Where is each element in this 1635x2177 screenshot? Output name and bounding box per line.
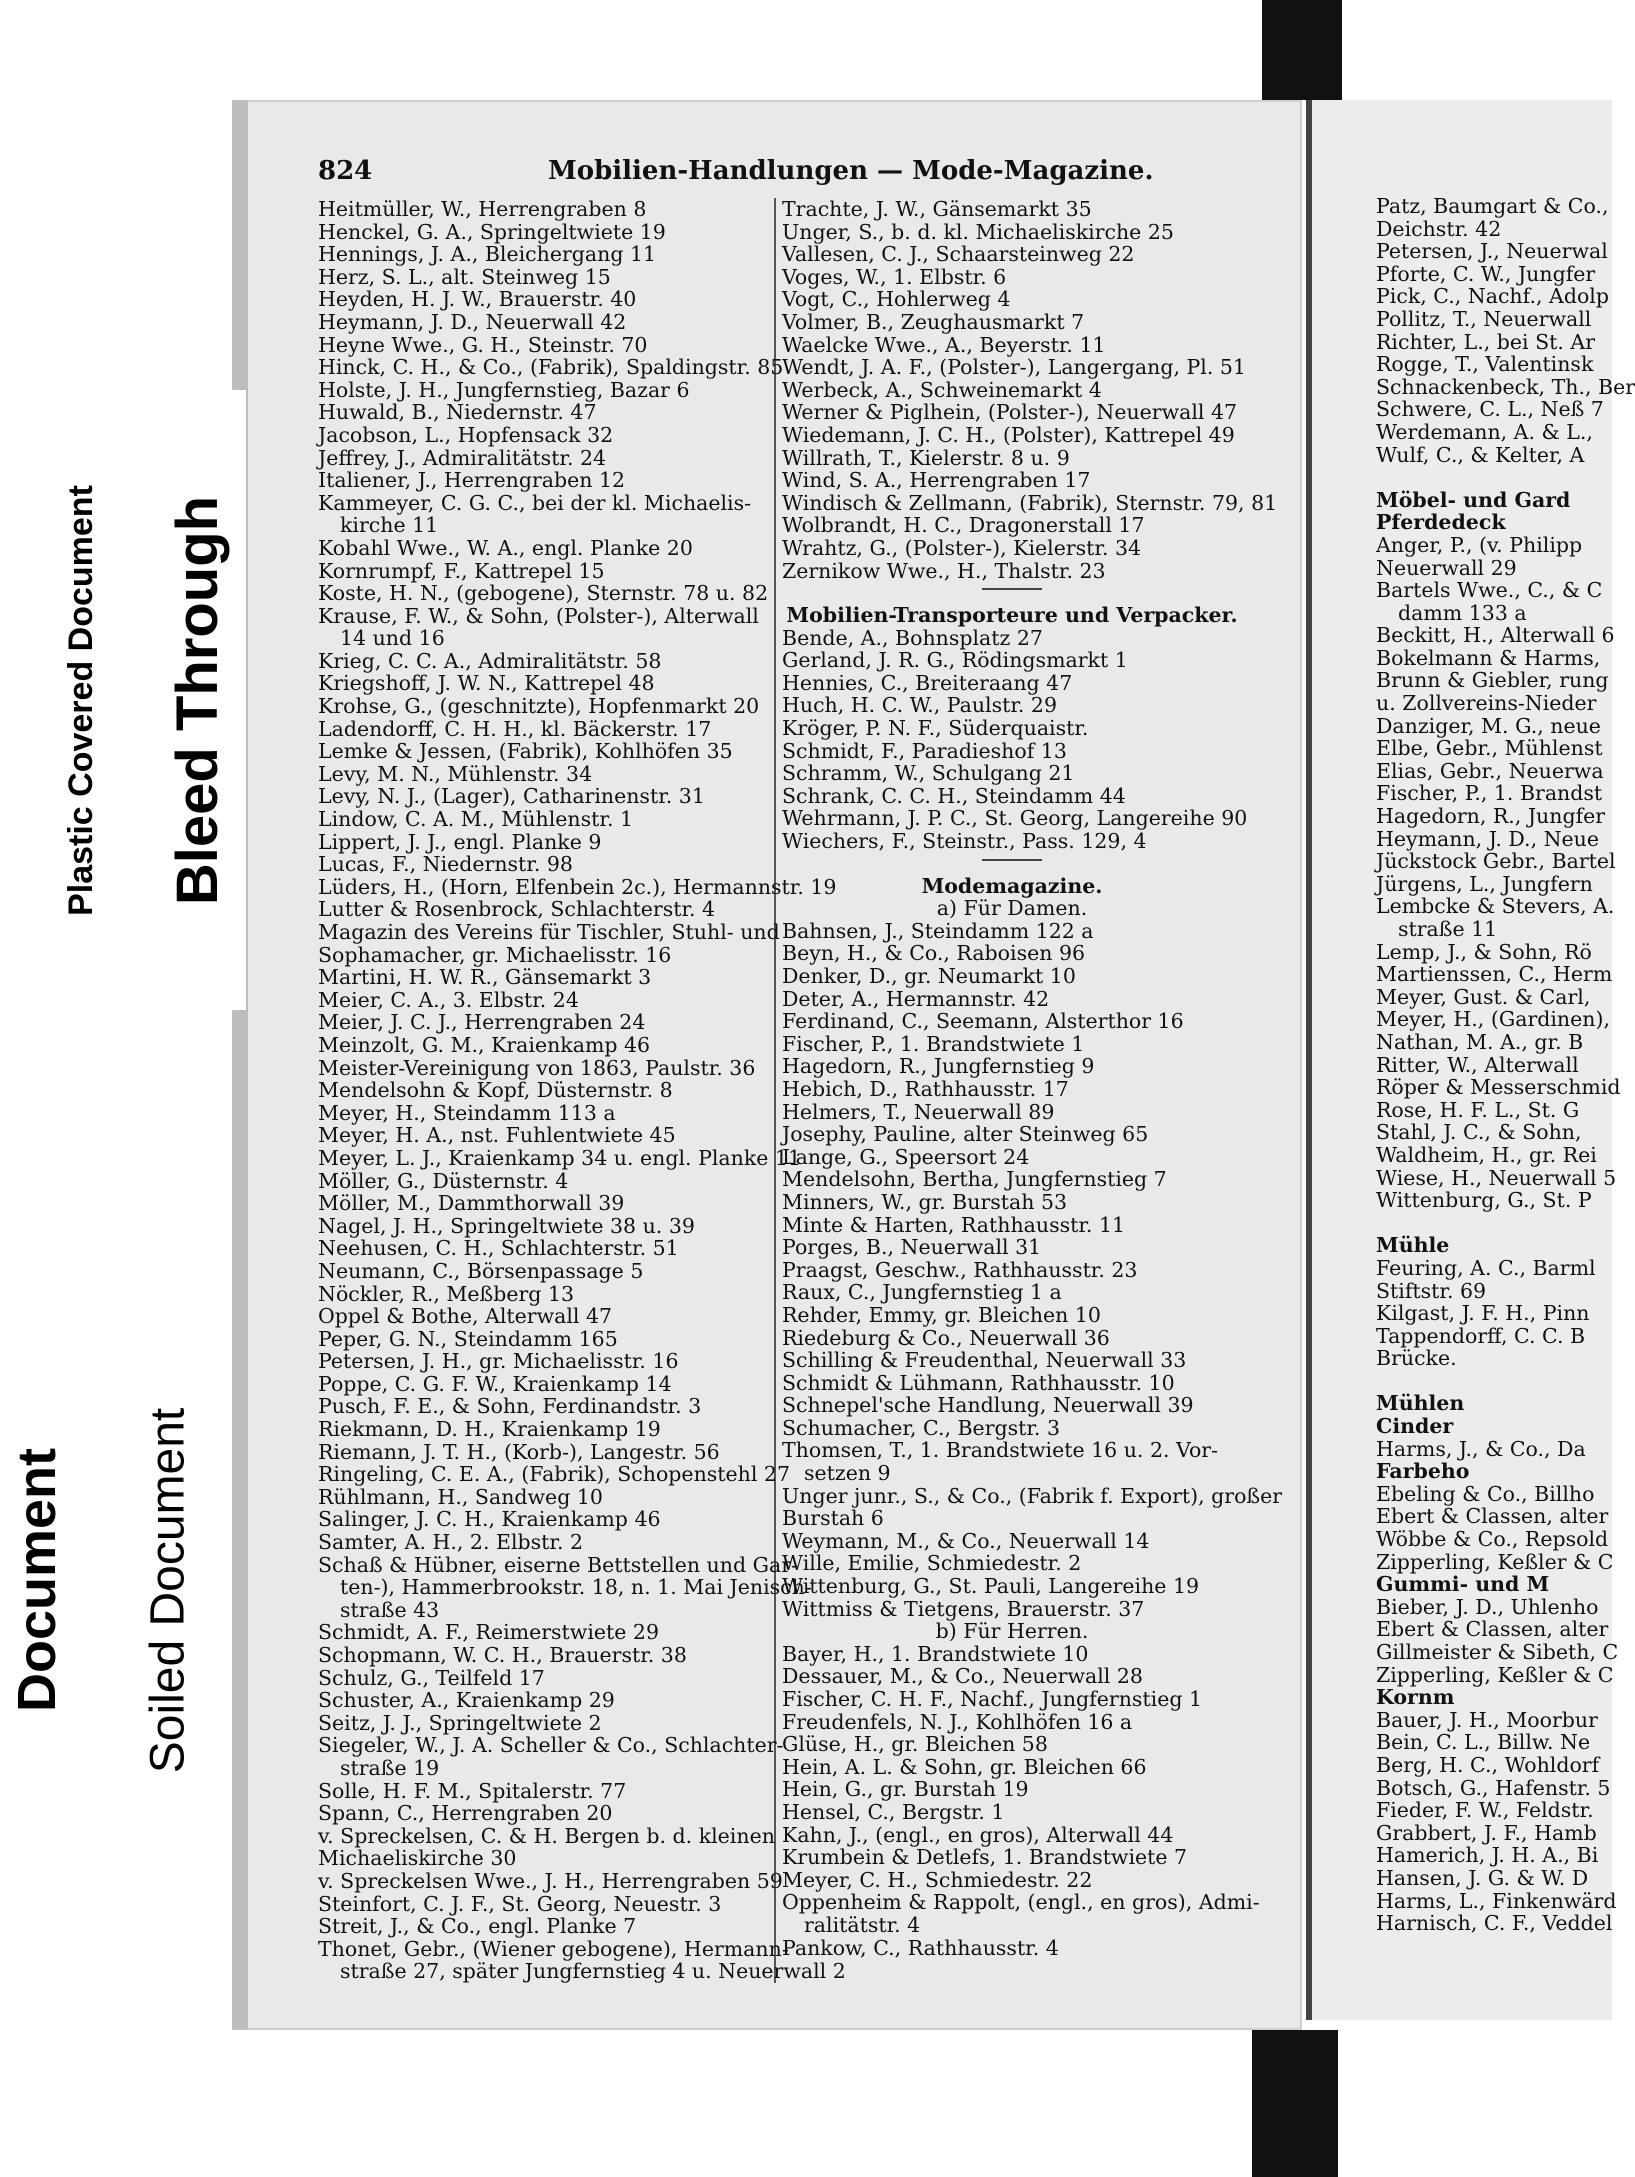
- partial-entry: Stahl, J. C., & Sohn,: [1376, 1120, 1582, 1145]
- directory-entry: Meyer, H., Steindamm 113 a: [318, 1100, 616, 1125]
- partial-entry: Patz, Baumgart & Co.,: [1376, 194, 1609, 218]
- furniture-dealers-continued: [782, 197, 1278, 583]
- partial-entry: Tappendorff, C. C. B: [1376, 1323, 1586, 1348]
- directory-entry: Waelcke Wwe., A., Beyerstr. 11: [782, 332, 1106, 357]
- partial-entry: [1376, 1370, 1600, 1393]
- directory-entry: Thomsen, T., 1. Brandstwiete 16 u. 2. Vor-: [782, 1438, 1219, 1463]
- directory-entry: Huch, H. C. W., Paulstr. 29: [782, 693, 1058, 718]
- partial-entry: Harnisch, C. F., Veddel: [1376, 1911, 1613, 1936]
- directory-entry: Vallesen, C. J., Schaarsteinweg 22: [782, 242, 1135, 267]
- damen-list: [782, 918, 1283, 1621]
- partial-entry: Pick, C., Nachf., Adolp: [1376, 284, 1609, 309]
- partial-entry: Rose, H. F. L., St. G: [1376, 1097, 1580, 1122]
- directory-entry: Michaeliskirche 30: [318, 1846, 517, 1871]
- directory-entry: Josephy, Pauline, alter Steinweg 65: [782, 1122, 1149, 1147]
- partial-entry: Röper & Messerschmid: [1376, 1075, 1621, 1100]
- partial-entry: Harms, L., Finkenwärd: [1376, 1888, 1617, 1913]
- directory-entry: Jeffrey, J., Admiralitätstr. 24: [318, 445, 607, 470]
- directory-entry: Bahnsen, J., Steindamm 122 a: [782, 918, 1094, 943]
- directory-entry: Hensel, C., Bergstr. 1: [782, 1799, 1005, 1824]
- partial-entry: Feuring, A. C., Barml: [1376, 1255, 1596, 1280]
- directory-entry: Schramm, W., Schulgang 21: [782, 761, 1075, 786]
- directory-entry: Schaß & Hübner, eiserne Bettstellen und Gar-: [318, 1552, 798, 1577]
- directory-entry: Lippert, J. J., engl. Planke 9: [318, 829, 602, 854]
- directory-entry: v. Spreckelsen Wwe., J. H., Herrengraben 59: [318, 1868, 783, 1893]
- directory-entry: Hennies, C., Breiteraang 47: [782, 670, 1073, 695]
- directory-entry: Krause, F. W., & Sohn, (Polster-), Alterwall: [318, 603, 759, 628]
- partial-entry: Kilgast, J. F. H., Pinn: [1376, 1301, 1590, 1326]
- directory-entry: Levy, N. J., (Lager), Catharinenstr. 31: [318, 784, 705, 809]
- directory-entry: Kröger, P. N. F., Süderquaistr.: [782, 716, 1089, 741]
- directory-entry: Petersen, J. H., gr. Michaelisstr. 16: [318, 1349, 679, 1374]
- directory-entry: Voges, W., 1. Elbstr. 6: [782, 264, 1007, 289]
- partial-entry: Lembcke & Stevers, A.: [1376, 894, 1615, 919]
- directory-entry: Pusch, F. E., & Sohn, Ferdinandstr. 3: [318, 1394, 702, 1419]
- partial-entry: Bokelmann & Harms,: [1376, 645, 1601, 670]
- directory-entry: kirche 11: [340, 513, 439, 538]
- directory-entry: Vogt, C., Hohlerweg 4: [782, 287, 1011, 312]
- directory-entry: Krumbein & Detlefs, 1. Brandstwiete 7: [782, 1845, 1188, 1870]
- directory-entry: Hein, G., gr. Burstah 19: [782, 1777, 1029, 1802]
- directory-entry: Heitmüller, W., Herrengraben 8: [318, 197, 647, 221]
- partial-entry: Cinder: [1376, 1414, 1454, 1439]
- directory-entry: Freudenfels, N. J., Kohlhöfen 16 a: [782, 1709, 1133, 1734]
- directory-entry: Meister-Vereinigung von 1863, Paulstr. 36: [318, 1055, 756, 1080]
- directory-entry: Krieg, C. C. A., Admiralitätstr. 58: [318, 648, 662, 673]
- directory-entry: Werner & Piglhein, (Polster-), Neuerwall 47: [782, 400, 1238, 425]
- directory-entry: Levy, M. N., Mühlenstr. 34: [318, 761, 593, 786]
- page-header: [318, 152, 1243, 190]
- partial-right-page-column: [1376, 194, 1635, 1936]
- partial-entry: Brunn & Giebler, rung: [1376, 668, 1609, 693]
- partial-entry: Wiese, H., Neuerwall 5: [1376, 1165, 1617, 1190]
- directory-entry: Schumacher, C., Bergstr. 3: [782, 1415, 1060, 1440]
- directory-entry: Wolbrandt, H. C., Dragonerstall 17: [782, 513, 1145, 538]
- directory-entry: Lange, G., Speersort 24: [782, 1144, 1030, 1169]
- directory-entry: Meinzolt, G. M., Kraienkamp 46: [318, 1032, 651, 1057]
- directory-entry: Pankow, C., Rathhausstr. 4: [782, 1935, 1059, 1960]
- partial-entry: Ebert & Classen, alter: [1376, 1617, 1609, 1642]
- directory-entry: Herz, S. L., alt. Steinweg 15: [318, 264, 611, 289]
- directory-entry: Huwald, B., Niedernstr. 47: [318, 400, 597, 425]
- directory-entry: Thonet, Gebr., (Wiener gebogene), Hermann-: [318, 1936, 789, 1961]
- directory-entry: Lemke & Jessen, (Fabrik), Kohlhöfen 35: [318, 739, 733, 764]
- directory-entry: Schmidt, F., Paradieshof 13: [782, 738, 1067, 763]
- directory-entry: Schrank, C. C. H., Steindamm 44: [782, 783, 1126, 808]
- partial-entry: Ritter, W., Alterwall: [1376, 1052, 1579, 1077]
- directory-entry: Riekmann, D. H., Kraienkamp 19: [318, 1417, 661, 1442]
- directory-entry: Wiechers, F., Steinstr., Pass. 129, 4: [782, 829, 1147, 854]
- directory-entry: Wittenburg, G., St. Pauli, Langereihe 19: [782, 1574, 1200, 1599]
- directory-entry: Streit, J., & Co., engl. Planke 7: [318, 1914, 637, 1939]
- directory-entry: Neehusen, C. H., Schlachterstr. 51: [318, 1236, 679, 1261]
- partial-entry: Fieder, F. W., Feldstr.: [1376, 1798, 1594, 1823]
- directory-entry: Heyne Wwe., G. H., Steinstr. 70: [318, 332, 648, 357]
- directory-entry: Jacobson, L., Hopfensack 32: [318, 422, 614, 447]
- partial-entry: Bartels Wwe., C., & C: [1376, 578, 1603, 603]
- directory-entry: Wrahtz, G., (Polster-), Kielerstr. 34: [782, 535, 1142, 560]
- partial-entry: Stiftstr. 69: [1376, 1278, 1487, 1303]
- directory-entry: Schulz, G., Teilfeld 17: [318, 1665, 545, 1690]
- partial-entry: Gillmeister & Sibeth, C: [1376, 1640, 1619, 1664]
- directory-entry: Oppenheim & Rappolt, (engl., en gros), Admi-: [782, 1890, 1260, 1915]
- directory-entry: Nöckler, R., Meßberg 13: [318, 1281, 575, 1306]
- partial-entry: Pferdedeck: [1376, 510, 1506, 535]
- partial-entry: u. Zollvereins-Nieder: [1376, 691, 1597, 716]
- directory-entry: Fischer, P., 1. Brandstwiete 1: [782, 1031, 1085, 1056]
- partial-entry: Mühle: [1376, 1233, 1450, 1258]
- directory-entry: Wind, S. A., Herrengraben 17: [782, 468, 1091, 493]
- directory-entry: Hennings, J. A., Bleichergang 11: [318, 242, 657, 267]
- directory-entry: Neumann, C., Börsenpassage 5: [318, 1258, 644, 1283]
- directory-entry: Italiener, J., Herrengraben 12: [318, 468, 626, 493]
- directory-entry: setzen 9: [804, 1461, 891, 1486]
- partial-entry: Berg, H. C., Wohldorf: [1376, 1752, 1600, 1777]
- directory-entry: Ringeling, C. E. A., (Fabrik), Schopenstehl 27: [318, 1462, 791, 1487]
- directory-entry: straße 27, später Jungfernstieg 4 u. Neuerwall 2: [340, 1959, 846, 1984]
- directory-entry: Deter, A., Hermannstr. 42: [782, 986, 1050, 1011]
- directory-entry: Glüse, H., gr. Bleichen 58: [782, 1732, 1048, 1757]
- partial-entry: Waldheim, H., gr. Rei: [1376, 1142, 1597, 1167]
- directory-entry: Sophamacher, gr. Michaelisstr. 16: [318, 942, 672, 967]
- label-bleed-through: Bleed Through: [150, 390, 246, 1010]
- directory-entry: Siegeler, W., J. A. Scheller & Co., Schlachter-: [318, 1733, 784, 1758]
- directory-entry: Meyer, L. J., Kraienkamp 34 u. engl. Planke 11: [318, 1145, 802, 1170]
- directory-entry: Minners, W., gr. Burstah 53: [782, 1189, 1068, 1214]
- directory-entry: Volmer, B., Zeughausmarkt 7: [782, 309, 1085, 334]
- directory-entry: Fischer, C. H. F., Nachf., Jungfernstieg 1: [782, 1687, 1203, 1711]
- partial-entry: Ebeling & Co., Billho: [1376, 1481, 1595, 1506]
- directory-entry: Zernikow Wwe., H., Thalstr. 23: [782, 558, 1106, 583]
- directory-entry: Salinger, J. C. H., Kraienkamp 46: [318, 1507, 661, 1532]
- directory-entry: Heyden, H. J. W., Brauerstr. 40: [318, 287, 637, 312]
- herren-list: [782, 1641, 1260, 1960]
- directory-entry: Dessauer, M., & Co., Neuerwall 28: [782, 1664, 1143, 1689]
- partial-entry: damm 133 a: [1398, 600, 1527, 625]
- directory-entry: Schnepel'sche Handlung, Neuerwall 39: [782, 1393, 1194, 1418]
- label-document: Document: [0, 1380, 74, 1780]
- directory-entry: straße 19: [340, 1755, 440, 1780]
- directory-entry: Nagel, J. H., Springeltwiete 38 u. 39: [318, 1213, 695, 1238]
- directory-entry: Schmidt, A. F., Reimerstwiete 29: [318, 1620, 659, 1645]
- directory-entry: ten-), Hammerbrookstr. 18, n. 1. Mai Jenisch-: [340, 1575, 812, 1600]
- directory-entry: Solle, H. F. M., Spitalerstr. 77: [318, 1778, 627, 1803]
- directory-entry: Schuster, A., Kraienkamp 29: [318, 1688, 615, 1713]
- directory-entry: Weymann, M., & Co., Neuerwall 14: [782, 1528, 1150, 1553]
- directory-entry: Kriegshoff, J. W. N., Kattrepel 48: [318, 671, 655, 696]
- partial-entry: Schnackenbeck, Th., Ber: [1376, 374, 1635, 399]
- partial-entry: Kornm: [1376, 1685, 1455, 1710]
- partial-entry: Bieber, J. D., Uhlenho: [1376, 1594, 1599, 1619]
- section-rule: [982, 859, 1042, 871]
- partial-entry: Hansen, J. G. & W. D: [1376, 1865, 1589, 1890]
- partial-entry: Wöbbe & Co., Repsold: [1376, 1527, 1609, 1552]
- subsection-damen: a) Für Damen.: [936, 896, 1088, 921]
- directory-entry: Wittmiss & Tietgens, Brauerstr. 37: [782, 1596, 1145, 1621]
- directory-entry: Burstah 6: [782, 1506, 884, 1531]
- partial-entry: Wittenburg, G., St. P: [1376, 1188, 1592, 1213]
- directory-entry: Heymann, J. D., Neuerwall 42: [318, 309, 627, 334]
- directory-entry: v. Spreckelsen, C. & H. Bergen b. d. kleinen: [318, 1823, 775, 1848]
- directory-entry: Hebich, D., Rathhausstr. 17: [782, 1076, 1069, 1101]
- directory-entry: Denker, D., gr. Neumarkt 10: [782, 964, 1076, 988]
- directory-entry: Trachte, J. W., Gänsemarkt 35: [782, 197, 1092, 221]
- directory-entry: Porges, B., Neuerwall 31: [782, 1235, 1042, 1260]
- directory-entry: Gerland, J. R. G., Rödingsmarkt 1: [782, 648, 1128, 673]
- directory-entry: Praagst, Geschw., Rathhausstr. 23: [782, 1257, 1138, 1282]
- partial-entry: Bein, C. L., Billw. Ne: [1376, 1730, 1591, 1755]
- partial-entry: Lemp, J., & Sohn, Rö: [1376, 939, 1592, 964]
- directory-entry: Henckel, G. A., Springeltwiete 19: [318, 219, 666, 244]
- right-column: [782, 197, 1283, 1960]
- bottom-binding-strip: [1252, 2030, 1338, 2177]
- directory-entry: Unger junr., S., & Co., (Fabrik f. Export), großer: [782, 1483, 1283, 1508]
- partial-entry: [1376, 1212, 1600, 1235]
- partial-entry: straße 11: [1398, 917, 1498, 941]
- directory-entry: Möller, G., Düsternstr. 4: [318, 1168, 569, 1193]
- partial-entry: Gummi- und M: [1376, 1572, 1550, 1597]
- partial-entry: Meyer, Gust. & Carl,: [1376, 984, 1591, 1009]
- directory-entry: Minte & Harten, Rathhausstr. 11: [782, 1212, 1126, 1237]
- partial-entry: Meyer, H., (Gardinen),: [1376, 1007, 1610, 1032]
- transport-list: [782, 625, 1248, 854]
- partial-entry: Danziger, M. G., neue: [1376, 713, 1601, 738]
- partial-entry: Bauer, J. H., Moorbur: [1376, 1707, 1598, 1732]
- label-soiled: Soiled Document: [128, 1290, 208, 1890]
- directory-entry: Möller, M., Dammthorwall 39: [318, 1191, 625, 1216]
- directory-entry: Kornrumpf, F., Kattrepel 15: [318, 558, 605, 583]
- directory-entry: Kobahl Wwe., W. A., engl. Planke 20: [318, 535, 693, 560]
- directory-entry: Ferdinand, C., Seemann, Alsterthor 16: [782, 1009, 1184, 1034]
- partial-entry: [1376, 466, 1600, 489]
- partial-entry: Mühlen: [1376, 1391, 1465, 1416]
- left-margin: [0, 0, 60, 2177]
- partial-entry: Elbe, Gebr., Mühlenst: [1376, 736, 1603, 761]
- directory-entry: Hinck, C. H., & Co., (Fabrik), Spaldingstr. 85: [318, 355, 784, 380]
- partial-entry: Zipperling, Keßler & C: [1376, 1662, 1614, 1687]
- partial-entry: Jückstock Gebr., Bartel: [1376, 849, 1616, 874]
- directory-entry: Ladendorff, C. H. H., kl. Bäckerstr. 17: [318, 716, 712, 741]
- directory-entry: Holste, J. H., Jungfernstieg, Bazar 6: [318, 377, 690, 402]
- partial-entry: Möbel- und Gard: [1376, 487, 1571, 512]
- partial-entry: Deichstr. 42: [1376, 216, 1502, 241]
- directory-entry: Lindow, C. A. M., Mühlenstr. 1: [318, 807, 634, 832]
- directory-entry: Wiedemann, J. C. H., (Polster), Kattrepel 49: [782, 422, 1235, 447]
- directory-entry: Meyer, H. A., nst. Fuhlentwiete 45: [318, 1123, 676, 1148]
- directory-entry: Beyn, H., & Co., Raboisen 96: [782, 941, 1086, 966]
- directory-entry: Schilling & Freudenthal, Neuerwall 33: [782, 1348, 1187, 1373]
- partial-entry: Hagedorn, R., Jungfer: [1376, 804, 1606, 829]
- partial-entry: Martienssen, C., Herm: [1376, 962, 1613, 987]
- directory-entry: Samter, A. H., 2. Elbstr. 2: [318, 1530, 584, 1555]
- directory-entry: Willrath, T., Kielerstr. 8 u. 9: [782, 445, 1070, 470]
- directory-entry: Rehder, Emmy, gr. Bleichen 10: [782, 1302, 1101, 1327]
- directory-entry: Riedeburg & Co., Neuerwall 36: [782, 1325, 1110, 1350]
- section-rule: [982, 588, 1042, 600]
- partial-entry: Rogge, T., Valentinsk: [1376, 352, 1594, 377]
- partial-entry: Richter, L., bei St. Ar: [1376, 329, 1596, 354]
- partial-entry: Harms, J., & Co., Da: [1376, 1436, 1586, 1461]
- partial-entry: Jürgens, L., Jungfern: [1376, 871, 1593, 896]
- directory-entry: Peper, G. N., Steindamm 165: [318, 1326, 618, 1351]
- directory-entry: Kahn, J., (engl., en gros), Alterwall 44: [782, 1822, 1174, 1847]
- directory-entry: Meier, C. A., 3. Elbstr. 24: [318, 987, 579, 1012]
- directory-entry: Riemann, J. T. H., (Korb-), Langestr. 56: [318, 1439, 720, 1464]
- directory-entry: Magazin des Vereins für Tischler, Stuhl- und: [318, 920, 780, 944]
- partial-entry: Brücke.: [1376, 1346, 1457, 1371]
- directory-entry: Schopmann, W. C. H., Brauerstr. 38: [318, 1643, 687, 1667]
- directory-entry: ralitätstr. 4: [804, 1912, 921, 1937]
- partial-entry: Heymann, J. D., Neue: [1376, 826, 1600, 851]
- section-transport: Mobilien-Transporteure und Verpacker.: [786, 603, 1238, 628]
- directory-entry: Helmers, T., Neuerwall 89: [782, 1099, 1055, 1124]
- section-mode: Modemagazine.: [921, 873, 1103, 898]
- directory-entry: Spann, C., Herrengraben 20: [318, 1801, 613, 1826]
- partial-entry: Zipperling, Keßler & C: [1376, 1549, 1614, 1574]
- label-plastic: Plastic Covered Document: [50, 390, 112, 1010]
- partial-entry: Neuerwall 29: [1376, 555, 1517, 580]
- partial-entry: Elias, Gebr., Neuerwa: [1376, 758, 1604, 783]
- directory-entry: Hagedorn, R., Jungfernstieg 9: [782, 1054, 1095, 1079]
- directory-entry: Lüders, H., (Horn, Elfenbein 2c.), Hermannstr. 19: [318, 874, 837, 899]
- directory-entry: Seitz, J. J., Springeltwiete 2: [318, 1710, 602, 1735]
- partial-entry: Hamerich, J. H. A., Bi: [1376, 1843, 1599, 1868]
- partial-entry: Nathan, M. A., gr. B: [1376, 1029, 1584, 1054]
- directory-entry: Raux, C., Jungfernstieg 1 a: [782, 1280, 1062, 1305]
- directory-entry: Steinfort, C. J. F., St. Georg, Neuestr. 3: [318, 1891, 722, 1916]
- directory-entry: Hein, A. L. & Sohn, gr. Bleichen 66: [782, 1754, 1147, 1779]
- directory-entry: Bende, A., Bohnsplatz 27: [782, 625, 1043, 650]
- directory-entry: Wendt, J. A. F., (Polster-), Langergang, Pl. 51: [782, 355, 1246, 380]
- directory-entry: Meyer, C. H., Schmiedestr. 22: [782, 1867, 1093, 1892]
- top-binding-strip: [1262, 0, 1342, 100]
- directory-entry: Lucas, F., Niedernstr. 98: [318, 852, 573, 877]
- directory-entry: Mendelsohn, Bertha, Jungfernstieg 7: [782, 1167, 1167, 1192]
- directory-entry: Bayer, H., 1. Brandstwiete 10: [782, 1641, 1089, 1666]
- directory-entry: Meier, J. C. J., Herrengraben 24: [318, 1010, 646, 1035]
- partial-entry: Werdemann, A. & L.,: [1376, 419, 1593, 444]
- directory-entry: Mendelsohn & Kopf, Düsternstr. 8: [318, 1078, 673, 1103]
- directory-entry: Kammeyer, C. G. C., bei der kl. Michaelis-: [318, 490, 752, 515]
- directory-entry: Poppe, C. G. F. W., Kraienkamp 14: [318, 1371, 672, 1396]
- page-number: 824: [318, 156, 373, 186]
- partial-entry: Grabbert, J. F., Hamb: [1376, 1820, 1597, 1845]
- partial-entry: Schwere, C. L., Neß 7: [1376, 397, 1604, 422]
- page-title: Mobilien-Handlungen — Mode-Magazine.: [548, 156, 1154, 186]
- directory-entry: Rühlmann, H., Sandweg 10: [318, 1484, 603, 1509]
- directory-entry: Schmidt & Lühmann, Rathhausstr. 10: [782, 1370, 1175, 1395]
- partial-entry: Botsch, G., Hafenstr. 5: [1376, 1775, 1611, 1800]
- directory-entry: Werbeck, A., Schweinemarkt 4: [782, 377, 1102, 402]
- partial-entry: Ebert & Classen, alter: [1376, 1504, 1609, 1529]
- subsection-herren: b) Für Herren.: [935, 1619, 1089, 1644]
- partial-entry: Beckitt, H., Alterwall 6: [1376, 623, 1615, 648]
- directory-entry: Martini, H. W. R., Gänsemarkt 3: [318, 965, 652, 990]
- directory-entry: Krohse, G., (geschnitzte), Hopfenmarkt 20: [318, 694, 760, 719]
- partial-entry: Wulf, C., & Kelter, A: [1376, 442, 1585, 467]
- directory-entry: Wehrmann, J. P. C., St. Georg, Langereihe 90: [782, 806, 1248, 831]
- partial-entry: Pforte, C. W., Jungfer: [1376, 261, 1596, 286]
- partial-entry: Fischer, P., 1. Brandst: [1376, 781, 1603, 806]
- directory-entry: Unger, S., b. d. kl. Michaeliskirche 25: [782, 219, 1174, 244]
- partial-entry: Anger, P., (v. Philipp: [1376, 532, 1583, 557]
- directory-entry: Oppel & Bothe, Alterwall 47: [318, 1304, 613, 1329]
- directory-entry: straße 43: [340, 1597, 440, 1622]
- directory-entry: Koste, H. N., (gebogene), Sternstr. 78 u. 82: [318, 581, 769, 606]
- directory-entry: 14 und 16: [340, 626, 445, 651]
- partial-entry: Pollitz, T., Neuerwall: [1376, 306, 1592, 331]
- directory-entry: Wille, Emilie, Schmiedestr. 2: [782, 1551, 1082, 1576]
- partial-entry: Petersen, J., Neuerwal: [1376, 239, 1608, 264]
- directory-entry: Windisch & Zellmann, (Fabrik), Sternstr. 79, 81: [782, 490, 1278, 515]
- partial-entry: Farbeho: [1376, 1459, 1470, 1484]
- directory-entry: Lutter & Rosenbrock, Schlachterstr. 4: [318, 897, 716, 922]
